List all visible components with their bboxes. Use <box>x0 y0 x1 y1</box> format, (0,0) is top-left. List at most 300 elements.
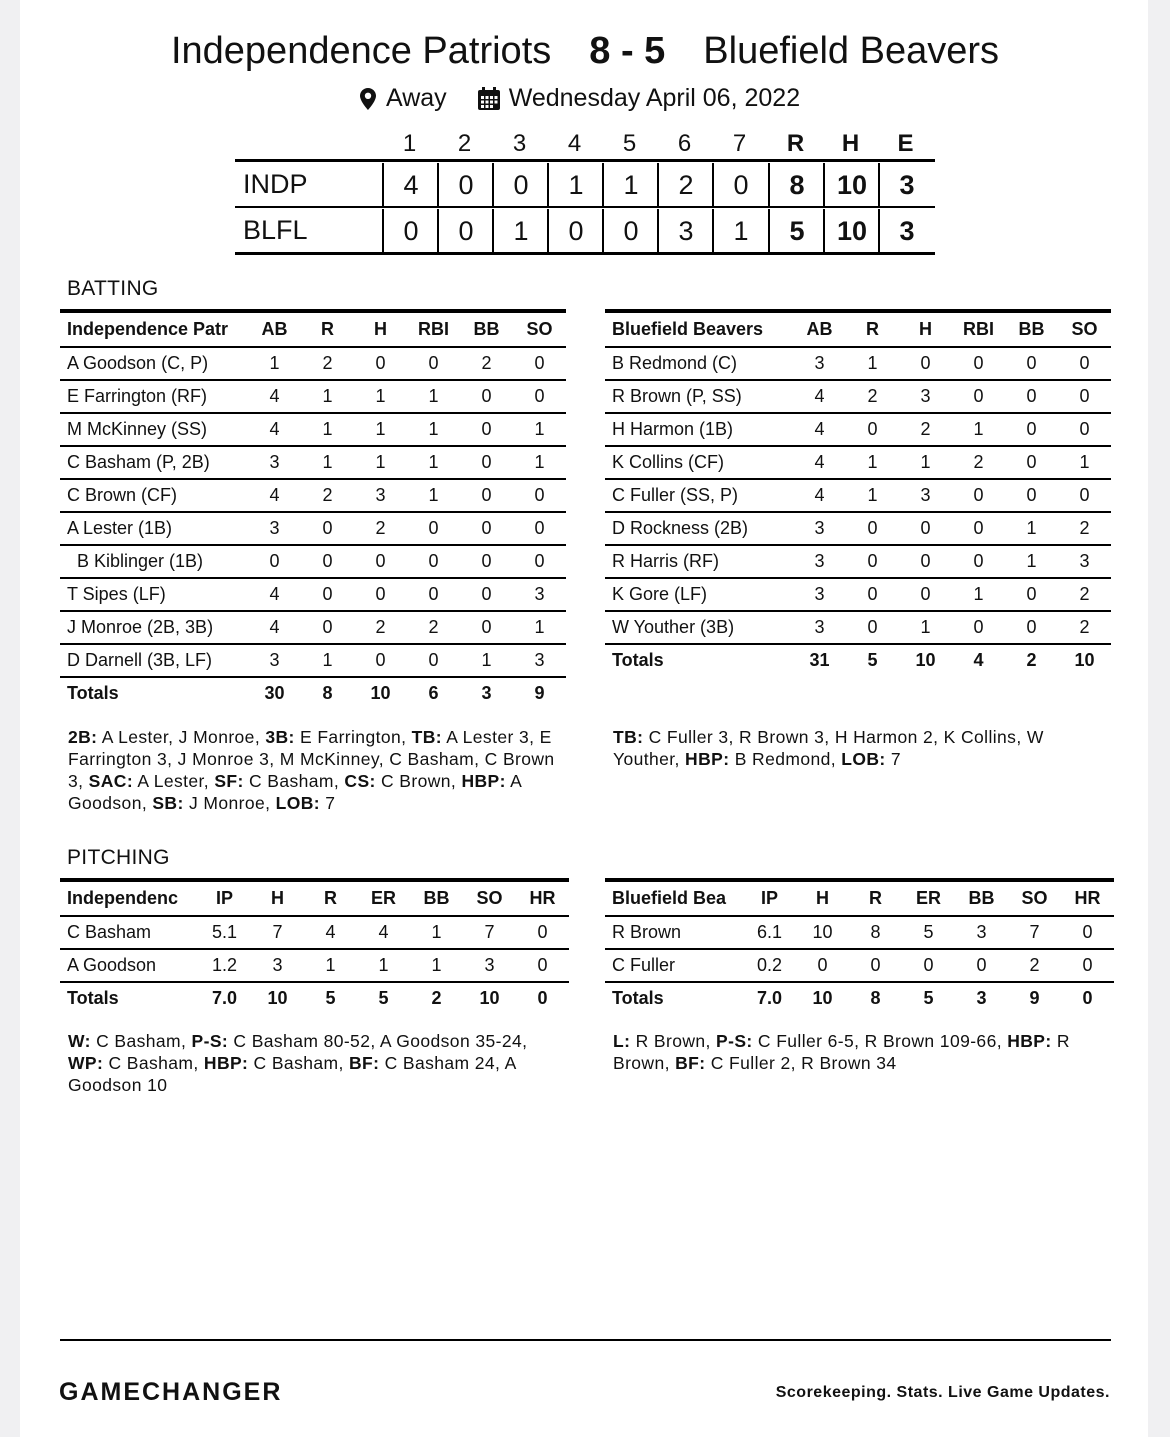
stat-cell: 0 <box>407 347 460 380</box>
team-header: Bluefield Bea <box>605 880 743 916</box>
indp-pitching-notes <box>68 1030 560 1096</box>
linescore-header-cell: 7 <box>732 130 747 157</box>
stat-cell: 0 <box>952 479 1005 512</box>
note-value: 7 <box>320 793 336 813</box>
linescore-header-cell: 5 <box>622 130 637 157</box>
player-name: C Brown (CF) <box>60 479 248 512</box>
player-row <box>60 916 569 949</box>
player-row <box>60 949 569 982</box>
linescore-header-cell: 6 <box>677 130 692 157</box>
stat-cell: 0 <box>1058 479 1111 512</box>
linescore-cell: 5 <box>768 209 824 253</box>
stat-column-header: BB <box>410 880 463 916</box>
stat-cell: 1 <box>846 446 899 479</box>
stat-column-header: R <box>846 311 899 347</box>
stat-cell: 3 <box>248 512 301 545</box>
stat-cell: 0 <box>796 949 849 982</box>
linescore-cell: 0 <box>547 209 603 253</box>
stat-cell: 2 <box>301 347 354 380</box>
stat-column-header: SO <box>513 311 566 347</box>
player-name: K Collins (CF) <box>605 446 793 479</box>
stat-cell: 1 <box>410 916 463 949</box>
stat-cell: 0 <box>1058 347 1111 380</box>
totals-cell: 5 <box>902 982 955 1014</box>
stat-cell: 0 <box>301 611 354 644</box>
linescore-cell: 2 <box>657 163 713 207</box>
linescore-header-cell: 4 <box>567 130 582 157</box>
blfl-batting-notes <box>613 726 1105 770</box>
stat-column-header: H <box>796 880 849 916</box>
stat-cell: 1 <box>248 347 301 380</box>
note-key: HBP: <box>1007 1031 1052 1051</box>
stat-cell: 0 <box>899 578 952 611</box>
linescore-cell: 0 <box>602 209 658 253</box>
stat-cell: 0 <box>952 347 1005 380</box>
note-value: C Brown, <box>375 771 462 791</box>
blfl-pitching-notes <box>613 1030 1105 1074</box>
stat-cell: 0 <box>460 545 513 578</box>
stat-cell: 0 <box>407 512 460 545</box>
player-row <box>60 644 566 677</box>
totals-cell: 9 <box>1008 982 1061 1014</box>
stat-cell: 2 <box>1058 512 1111 545</box>
player-row <box>60 413 566 446</box>
location-label: Away <box>386 84 447 112</box>
player-name: A Goodson (C, P) <box>60 347 248 380</box>
linescore-header-cell: 2 <box>457 130 472 157</box>
note-key: SB: <box>152 793 184 813</box>
home-team-name: Independence Patriots <box>170 30 552 72</box>
stat-cell: 0 <box>899 512 952 545</box>
stat-cell: 1 <box>460 644 513 677</box>
stat-cell: 0 <box>354 578 407 611</box>
team-header: Bluefield Beavers <box>605 311 793 347</box>
totals-cell: 10 <box>463 982 516 1014</box>
player-name: C Basham (P, 2B) <box>60 446 248 479</box>
linescore-row-indp <box>235 163 935 207</box>
stat-cell: 0 <box>460 512 513 545</box>
stat-cell: 7 <box>463 916 516 949</box>
stat-cell: 3 <box>899 479 952 512</box>
linescore-header-cell: 1 <box>402 130 417 157</box>
stat-cell: 0 <box>952 380 1005 413</box>
stat-cell: 4 <box>793 479 846 512</box>
footer-rule <box>60 1339 1111 1341</box>
linescore-cell: 10 <box>823 209 879 253</box>
player-name: B Redmond (C) <box>605 347 793 380</box>
stat-cell: 5 <box>902 916 955 949</box>
totals-cell: 9 <box>513 677 566 709</box>
totals-cell: 30 <box>248 677 301 709</box>
note-key: CS: <box>344 771 376 791</box>
note-key: HBP: <box>685 749 730 769</box>
stat-cell: 4 <box>793 446 846 479</box>
indp-batting-notes <box>68 726 560 814</box>
stat-cell: 0 <box>460 611 513 644</box>
stat-column-header: BB <box>460 311 513 347</box>
stat-cell: 10 <box>796 916 849 949</box>
linescore-cell: 1 <box>602 163 658 207</box>
stat-cell: 3 <box>463 949 516 982</box>
stat-cell: 1 <box>354 380 407 413</box>
player-name: R Brown (P, SS) <box>605 380 793 413</box>
stat-cell: 0 <box>902 949 955 982</box>
linescore-cell: 0 <box>382 209 438 253</box>
stat-cell: 1.2 <box>198 949 251 982</box>
totals-row <box>605 982 1114 1014</box>
linescore-team: BLFL <box>243 215 308 245</box>
stat-cell: 3 <box>899 380 952 413</box>
stat-cell: 0 <box>899 347 952 380</box>
stat-cell: 3 <box>793 512 846 545</box>
note-key: 2B: <box>68 727 98 747</box>
stat-cell: 0 <box>899 545 952 578</box>
stat-cell: 0 <box>952 545 1005 578</box>
note-key: TB: <box>411 727 442 747</box>
stat-cell: 0 <box>1058 413 1111 446</box>
player-row <box>605 578 1111 611</box>
indp-pitching-table <box>60 878 569 1014</box>
stat-column-header: R <box>301 311 354 347</box>
stat-cell: 0 <box>407 545 460 578</box>
linescore-cell: 0 <box>437 163 493 207</box>
note-key: 3B: <box>265 727 295 747</box>
totals-cell: 10 <box>1058 644 1111 676</box>
stat-cell: 4 <box>248 479 301 512</box>
stat-cell: 0 <box>460 380 513 413</box>
stat-cell: 2 <box>460 347 513 380</box>
totals-cell: 8 <box>301 677 354 709</box>
team-header: Independenc <box>60 880 198 916</box>
stat-cell: 0 <box>1005 446 1058 479</box>
linescore-cell: 3 <box>878 163 934 207</box>
gamechanger-logo: GAMECHANGER <box>59 1378 283 1406</box>
player-name: C Fuller <box>605 949 743 982</box>
stat-cell: 2 <box>354 512 407 545</box>
stat-cell: 1 <box>357 949 410 982</box>
stat-cell: 8 <box>849 916 902 949</box>
linescore-cell: 10 <box>823 163 879 207</box>
stat-cell: 0 <box>460 479 513 512</box>
stat-column-header: R <box>304 880 357 916</box>
stat-cell: 0 <box>849 949 902 982</box>
stat-cell: 2 <box>1058 578 1111 611</box>
totals-cell: 2 <box>410 982 463 1014</box>
stat-column-header: HR <box>1061 880 1114 916</box>
player-name: R Harris (RF) <box>605 545 793 578</box>
stat-cell: 0.2 <box>743 949 796 982</box>
stat-cell: 0 <box>513 380 566 413</box>
note-key: L: <box>613 1031 631 1051</box>
stat-cell: 1 <box>407 446 460 479</box>
stat-cell: 1 <box>899 446 952 479</box>
stat-cell: 0 <box>1005 479 1058 512</box>
player-name: D Rockness (2B) <box>605 512 793 545</box>
linescore-cell: 1 <box>547 163 603 207</box>
note-key: BF: <box>348 1053 380 1073</box>
stat-cell: 0 <box>248 545 301 578</box>
linescore-cell: 0 <box>712 163 768 207</box>
stat-column-header: SO <box>1008 880 1061 916</box>
player-row <box>60 611 566 644</box>
player-row <box>60 479 566 512</box>
stat-column-header: H <box>899 311 952 347</box>
stat-cell: 0 <box>516 916 569 949</box>
stat-cell: 3 <box>793 545 846 578</box>
note-key: LOB: <box>841 749 886 769</box>
stat-column-header: R <box>849 880 902 916</box>
note-value: 7 <box>885 749 902 769</box>
player-row <box>605 512 1111 545</box>
blfl-batting-table <box>605 309 1111 676</box>
stat-cell: 1 <box>407 413 460 446</box>
stat-cell: 0 <box>301 512 354 545</box>
player-name: T Sipes (LF) <box>60 578 248 611</box>
stat-cell: 1 <box>513 611 566 644</box>
stat-cell: 0 <box>460 578 513 611</box>
stat-cell: 0 <box>846 611 899 644</box>
stat-cell: 0 <box>1005 380 1058 413</box>
stat-cell: 0 <box>354 545 407 578</box>
stat-cell: 1 <box>513 413 566 446</box>
stat-cell: 1 <box>301 644 354 677</box>
player-row <box>605 545 1111 578</box>
linescore-cell: 3 <box>878 209 934 253</box>
stat-cell: 0 <box>955 949 1008 982</box>
stat-cell: 1 <box>301 446 354 479</box>
note-value: C Fuller 6-5, R Brown 109-66, <box>752 1031 1008 1051</box>
player-name: A Goodson <box>60 949 198 982</box>
calendar-icon <box>477 87 501 111</box>
final-score: 8 - 5 <box>589 30 666 72</box>
stat-cell: 0 <box>301 545 354 578</box>
stat-column-header: ER <box>357 880 410 916</box>
player-row <box>60 545 566 578</box>
stat-cell: 1 <box>952 578 1005 611</box>
note-value: C Basham 24, A Goodson 10 <box>68 1053 516 1095</box>
stat-cell: 0 <box>1005 347 1058 380</box>
linescore-cell: 4 <box>382 163 438 207</box>
stat-cell: 3 <box>955 916 1008 949</box>
stat-cell: 1 <box>1058 446 1111 479</box>
stat-cell: 0 <box>846 545 899 578</box>
totals-cell: 2 <box>1005 644 1058 676</box>
stat-column-header: BB <box>955 880 1008 916</box>
location-pin-icon <box>360 88 376 110</box>
totals-cell: 31 <box>793 644 846 676</box>
indp-batting-table <box>60 309 566 709</box>
pitching-section-title: PITCHING <box>67 846 170 869</box>
linescore-header-cell: 3 <box>512 130 527 157</box>
player-row <box>60 380 566 413</box>
stat-cell: 0 <box>1061 949 1114 982</box>
stat-cell: 1 <box>899 611 952 644</box>
stat-cell: 1 <box>846 347 899 380</box>
stat-cell: 1 <box>952 413 1005 446</box>
footer-tagline: Scorekeeping. Stats. Live Game Updates. <box>775 1384 1110 1401</box>
note-key: HBP: <box>461 771 506 791</box>
note-key: P-S: <box>716 1031 753 1051</box>
stat-cell: 4 <box>357 916 410 949</box>
stat-cell: 0 <box>1061 916 1114 949</box>
note-key: BF: <box>675 1053 706 1073</box>
stat-cell: 3 <box>251 949 304 982</box>
note-value: R Brown, <box>630 1031 717 1051</box>
player-name: R Brown <box>605 916 743 949</box>
player-name: B Kiblinger (1B) <box>60 545 248 578</box>
player-name: C Fuller (SS, P) <box>605 479 793 512</box>
player-name: W Youther (3B) <box>605 611 793 644</box>
team-header: Independence Patr <box>60 311 248 347</box>
player-row <box>605 380 1111 413</box>
player-row <box>605 611 1111 644</box>
totals-cell: 5 <box>304 982 357 1014</box>
player-name: D Darnell (3B, LF) <box>60 644 248 677</box>
linescore-bottom-rule <box>235 252 935 255</box>
stat-column-header: SO <box>463 880 516 916</box>
stat-cell: 0 <box>1058 380 1111 413</box>
stat-column-header: AB <box>793 311 846 347</box>
stat-cell: 0 <box>513 545 566 578</box>
away-team-name: Bluefield Beavers <box>703 30 1000 72</box>
totals-cell: 6 <box>407 677 460 709</box>
stat-cell: 0 <box>952 512 1005 545</box>
note-value: B Redmond, <box>729 749 842 769</box>
stat-cell: 1 <box>354 413 407 446</box>
blfl-pitching-table <box>605 878 1114 1014</box>
stat-cell: 1 <box>1005 545 1058 578</box>
stat-cell: 1 <box>354 446 407 479</box>
note-value: C Basham, <box>103 1053 204 1073</box>
linescore-header-cell: H <box>841 130 860 157</box>
stat-cell: 0 <box>952 611 1005 644</box>
note-key: LOB: <box>275 793 321 813</box>
player-row <box>605 446 1111 479</box>
totals-cell: 8 <box>849 982 902 1014</box>
game-meta <box>360 84 800 113</box>
stat-cell: 0 <box>407 578 460 611</box>
stat-cell: 0 <box>516 949 569 982</box>
totals-cell: 10 <box>796 982 849 1014</box>
stat-cell: 1 <box>513 446 566 479</box>
stat-column-header: IP <box>198 880 251 916</box>
player-row <box>605 479 1111 512</box>
totals-cell: 10 <box>251 982 304 1014</box>
stat-cell: 1 <box>407 380 460 413</box>
totals-cell: 3 <box>460 677 513 709</box>
totals-cell: 10 <box>899 644 952 676</box>
totals-row <box>605 644 1111 676</box>
stat-cell: 7 <box>251 916 304 949</box>
stat-cell: 4 <box>793 413 846 446</box>
stat-column-header: BB <box>1005 311 1058 347</box>
stat-column-header: ER <box>902 880 955 916</box>
linescore-team: INDP <box>243 169 308 199</box>
linescore-cell: 8 <box>768 163 824 207</box>
player-name: J Monroe (2B, 3B) <box>60 611 248 644</box>
totals-row <box>60 677 566 709</box>
stat-cell: 5.1 <box>198 916 251 949</box>
stat-cell: 1 <box>301 380 354 413</box>
stat-cell: 4 <box>793 380 846 413</box>
stat-cell: 3 <box>793 611 846 644</box>
stat-cell: 2 <box>899 413 952 446</box>
linescore-divider <box>235 206 935 208</box>
note-key: SF: <box>214 771 244 791</box>
note-key: SAC: <box>88 771 134 791</box>
linescore-header-cell: E <box>897 130 914 157</box>
stat-cell: 0 <box>513 479 566 512</box>
stat-cell: 1 <box>304 949 357 982</box>
player-name: K Gore (LF) <box>605 578 793 611</box>
note-key: P-S: <box>191 1031 229 1051</box>
game-date: Wednesday April 06, 2022 <box>508 84 801 112</box>
linescore-header-cell: R <box>786 130 805 157</box>
stat-column-header: HR <box>516 880 569 916</box>
stat-cell: 0 <box>407 644 460 677</box>
stat-cell: 0 <box>846 578 899 611</box>
stat-cell: 0 <box>846 512 899 545</box>
note-value: J Monroe, <box>183 793 276 813</box>
stat-cell: 6.1 <box>743 916 796 949</box>
totals-cell: 5 <box>357 982 410 1014</box>
note-value: A Lester 3, E Farrington 3, J Monroe 3, M McKinney, C Basham, C Brown 3, <box>68 727 555 791</box>
stat-column-header: AB <box>248 311 301 347</box>
player-row <box>60 578 566 611</box>
stat-cell: 2 <box>301 479 354 512</box>
stat-cell: 3 <box>513 644 566 677</box>
linescore-cell: 0 <box>437 209 493 253</box>
note-value: C Basham, <box>243 771 345 791</box>
totals-label: Totals <box>60 982 198 1014</box>
stat-cell: 1 <box>407 479 460 512</box>
note-value: C Basham, <box>90 1031 192 1051</box>
stat-cell: 0 <box>1005 413 1058 446</box>
stat-column-header: RBI <box>407 311 460 347</box>
linescore-row-blfl <box>235 209 935 253</box>
stat-column-header: SO <box>1058 311 1111 347</box>
stat-cell: 1 <box>410 949 463 982</box>
stat-cell: 0 <box>460 413 513 446</box>
stat-cell: 4 <box>248 413 301 446</box>
player-name: E Farrington (RF) <box>60 380 248 413</box>
note-value: R Brown, <box>613 1031 1070 1073</box>
player-row <box>60 446 566 479</box>
batting-section-title: BATTING <box>67 277 159 300</box>
totals-label: Totals <box>605 982 743 1014</box>
note-value: C Basham 80-52, A Goodson 35-24, <box>228 1031 528 1051</box>
game-header <box>0 30 1170 73</box>
stat-cell: 2 <box>1008 949 1061 982</box>
stat-cell: 0 <box>1005 578 1058 611</box>
stat-cell: 3 <box>354 479 407 512</box>
linescore-cell: 0 <box>492 163 548 207</box>
player-row <box>605 347 1111 380</box>
linescore-cell: 3 <box>657 209 713 253</box>
totals-label: Totals <box>60 677 248 709</box>
player-name: A Lester (1B) <box>60 512 248 545</box>
note-key: WP: <box>68 1053 104 1073</box>
totals-cell: 0 <box>516 982 569 1014</box>
stat-cell: 2 <box>354 611 407 644</box>
totals-cell: 0 <box>1061 982 1114 1014</box>
note-value: C Fuller 3, R Brown 3, H Harmon 2, K Collins, W Youther, <box>613 727 1044 769</box>
note-value: A Lester, <box>133 771 215 791</box>
totals-cell: 10 <box>354 677 407 709</box>
stat-cell: 0 <box>513 512 566 545</box>
player-name: C Basham <box>60 916 198 949</box>
player-row <box>605 916 1114 949</box>
